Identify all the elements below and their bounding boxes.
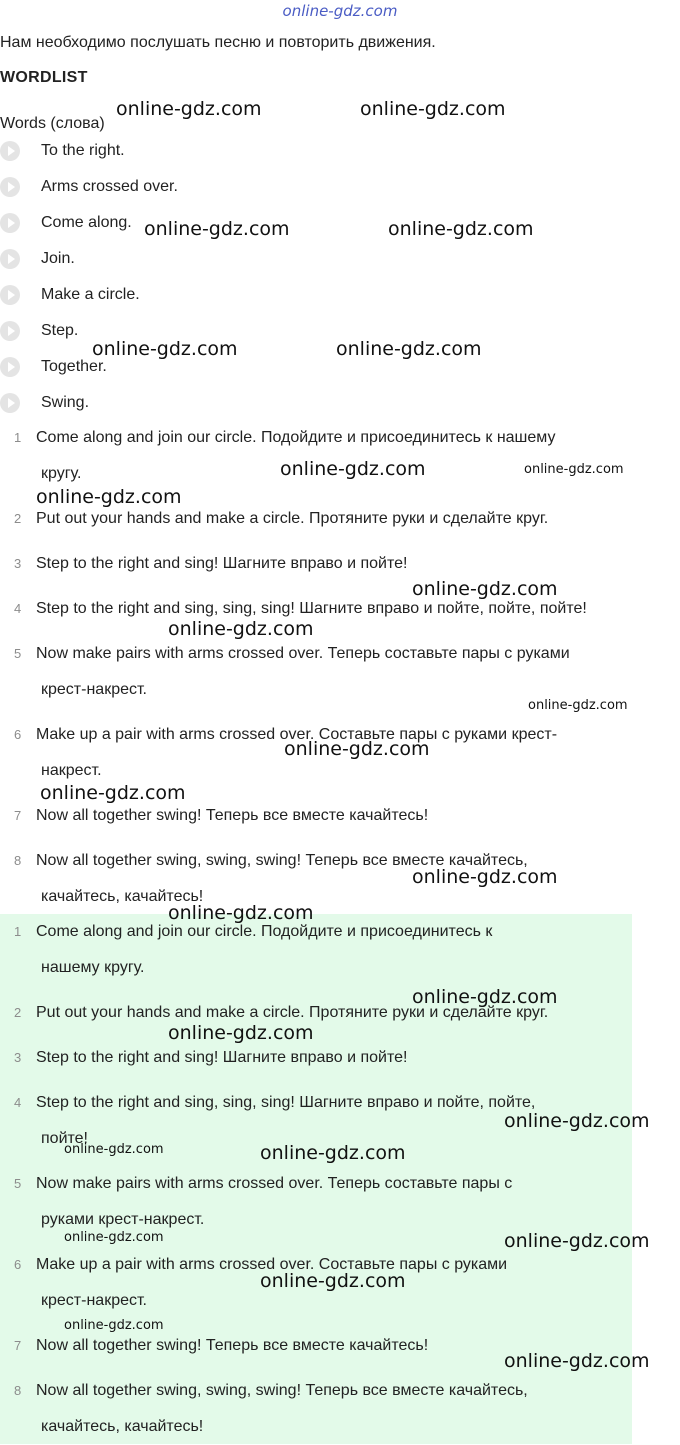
watermark: online-gdz.com (280, 458, 426, 480)
lyric-text-cont: качайтесь, качайтесь! (41, 888, 204, 905)
line-number: 2 (14, 511, 22, 526)
watermark: online-gdz.com (524, 462, 624, 477)
words-label: Words (слова) (0, 115, 105, 132)
lyric-text: Now all together swing, swing, swing! Теперь все вместе качайтесь, (36, 1382, 528, 1399)
word-text: Arms crossed over. (41, 178, 178, 195)
watermark: online-gdz.com (144, 218, 290, 240)
watermark: online-gdz.com (388, 218, 534, 240)
watermark: online-gdz.com (260, 1142, 406, 1164)
watermark: online-gdz.com (64, 1318, 164, 1333)
word-text: Together. (41, 358, 107, 375)
lyric-text: Now all together swing! Теперь все вместе качайтесь! (36, 807, 429, 824)
line-number: 6 (14, 727, 22, 742)
play-icon[interactable] (0, 249, 20, 269)
watermark: online-gdz.com (412, 578, 558, 600)
watermark: online-gdz.com (284, 738, 430, 760)
watermark: online-gdz.com (40, 782, 186, 804)
line-number: 5 (14, 646, 22, 661)
wordlist-title: WORDLIST (0, 69, 88, 86)
line-number: 5 (14, 1176, 22, 1191)
play-icon[interactable] (0, 357, 20, 377)
word-text: Swing. (41, 394, 90, 411)
line-number: 1 (14, 924, 22, 939)
lyric-text-cont: качайтесь, качайтесь! (41, 1418, 204, 1435)
lyric-text: Come along and join our circle. Подойдите и присоединитесь к нашему (36, 429, 556, 446)
line-number: 7 (14, 1338, 22, 1353)
watermark: online-gdz.com (412, 866, 558, 888)
watermark: online-gdz.com (412, 986, 558, 1008)
watermark: online-gdz.com (260, 1270, 406, 1292)
play-icon[interactable] (0, 141, 20, 161)
watermark: online-gdz.com (168, 618, 314, 640)
watermark: online-gdz.com (116, 98, 262, 120)
word-text: Make a circle. (41, 286, 140, 303)
lyric-text-cont: пойте! (41, 1130, 88, 1147)
watermark: online-gdz.com (64, 1230, 164, 1245)
watermark: online-gdz.com (504, 1230, 650, 1252)
word-item (0, 392, 89, 414)
lyric-text-cont: крест-накрест. (41, 681, 147, 698)
top-watermark: online-gdz.com (282, 2, 398, 20)
lyric-text: Now make pairs with arms crossed over. Теперь составьте пары с руками (36, 645, 570, 662)
play-icon[interactable] (0, 213, 20, 233)
play-icon[interactable] (0, 285, 20, 305)
watermark: online-gdz.com (336, 338, 482, 360)
line-number: 3 (14, 556, 22, 571)
lyric-text-cont: накрест. (41, 762, 102, 779)
line-number: 6 (14, 1257, 22, 1272)
play-icon[interactable] (0, 177, 20, 197)
play-icon[interactable] (0, 393, 20, 413)
lyric-text: Put out your hands and make a circle. Протяните руки и сделайте круг. (36, 1004, 549, 1021)
word-text: Step. (41, 322, 79, 339)
word-item (0, 248, 75, 270)
line-number: 1 (14, 430, 22, 445)
intro-text: Нам необходимо послушать песню и повторить движения. (0, 34, 436, 51)
word-item (0, 176, 178, 198)
lyric-text: Now make pairs with arms crossed over. Теперь составьте пары с (36, 1175, 513, 1192)
lyric-text: Step to the right and sing, sing, sing! Шагните вправо и пойте, пойте, (36, 1094, 536, 1111)
lyric-text-cont: крест-накрест. (41, 1292, 147, 1309)
line-number: 2 (14, 1005, 22, 1020)
line-number: 8 (14, 1383, 22, 1398)
lyric-text: Step to the right and sing! Шагните вправо и пойте! (36, 1049, 408, 1066)
play-icon[interactable] (0, 321, 20, 341)
watermark: online-gdz.com (92, 338, 238, 360)
word-text: Join. (41, 250, 75, 267)
word-item (0, 356, 107, 378)
word-item (0, 212, 132, 234)
word-item (0, 284, 140, 306)
line-number: 7 (14, 808, 22, 823)
word-item (0, 140, 125, 162)
word-text: To the right. (41, 142, 125, 159)
watermark: online-gdz.com (504, 1350, 650, 1372)
watermark: online-gdz.com (36, 486, 182, 508)
watermark: online-gdz.com (168, 902, 314, 924)
word-text: Come along. (41, 214, 132, 231)
line-number: 8 (14, 853, 22, 868)
lyric-text: Put out your hands and make a circle. Протяните руки и сделайте круг. (36, 510, 549, 527)
line-number: 4 (14, 601, 22, 616)
line-number: 4 (14, 1095, 22, 1110)
lyric-text-cont: нашему кругу. (41, 959, 145, 976)
lyric-text: Step to the right and sing! Шагните вправо и пойте! (36, 555, 408, 572)
lyric-text-cont: руками крест-накрест. (41, 1211, 205, 1228)
lyric-text: Now all together swing! Теперь все вместе качайтесь! (36, 1337, 429, 1354)
word-item (0, 320, 78, 342)
watermark: online-gdz.com (528, 698, 628, 713)
lyric-text: Step to the right and sing, sing, sing! Шагните вправо и пойте, пойте, пойте! (36, 600, 587, 617)
line-number: 3 (14, 1050, 22, 1065)
watermark: online-gdz.com (168, 1022, 314, 1044)
watermark: online-gdz.com (360, 98, 506, 120)
watermark: online-gdz.com (504, 1110, 650, 1132)
lyric-text: Now all together swing, swing, swing! Теперь все вместе качайтесь, (36, 852, 528, 869)
lyric-text-cont: кругу. (41, 465, 82, 482)
lyric-text: Make up a pair with arms crossed over. Составьте пары с руками крест- (36, 726, 558, 743)
lyric-text: Make up a pair with arms crossed over. Составьте пары с руками (36, 1256, 508, 1273)
lyric-text: Come along and join our circle. Подойдите и присоединитесь к (36, 923, 493, 940)
watermark: online-gdz.com (64, 1142, 164, 1157)
